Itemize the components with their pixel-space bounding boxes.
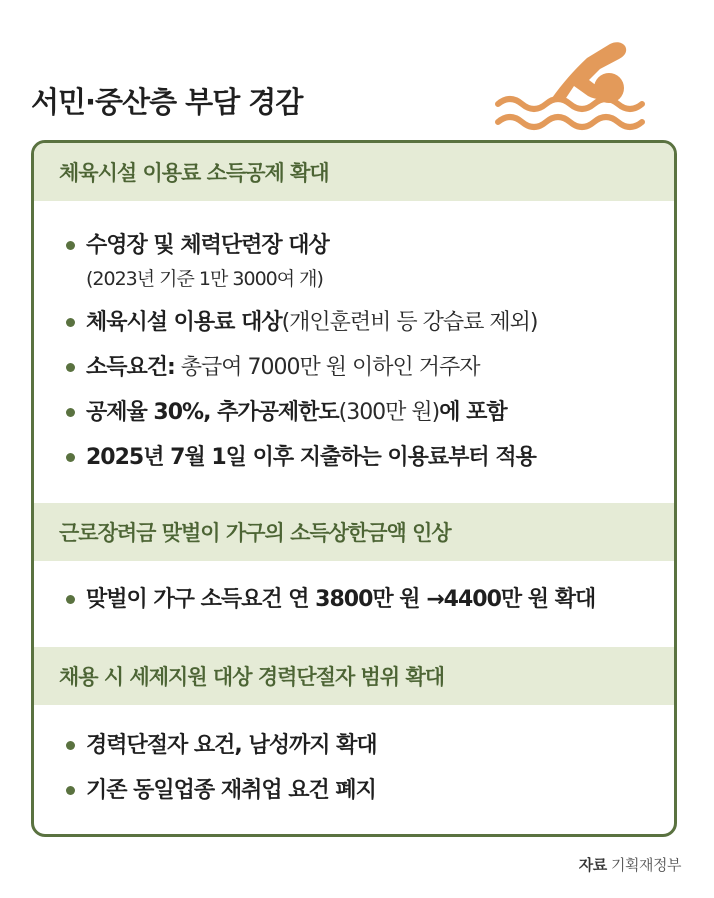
bullet-dot (66, 786, 75, 795)
section-body (34, 561, 674, 647)
section-heading: 체육시설 이용료 소득공제 확대 (34, 143, 674, 201)
item-note: 총급여 7000만 원 이하인 거주자 (174, 355, 480, 380)
bullet-dot (66, 363, 75, 372)
bullet-dot (66, 453, 75, 462)
item-text: 공제율 30%, 추가공제한도 (86, 400, 339, 425)
item-text: 맞벌이 가구 소득요건 연 3800만 원 →4400만 원 확대 (86, 587, 596, 612)
summary-card (31, 140, 677, 837)
section-heading: 근로장려금 맞벌이 가구의 소득상한금액 인상 (34, 503, 674, 561)
list-item (34, 583, 674, 617)
swimmer-icon (492, 36, 652, 136)
bullet-dot (66, 318, 75, 327)
item-note: (개인훈련비 등 강습료 제외) (281, 310, 538, 335)
item-text: 경력단절자 요건, 남성까지 확대 (86, 733, 377, 758)
source-label: 자료 (578, 856, 607, 874)
bullet-dot (66, 595, 75, 604)
section-body (34, 201, 674, 503)
bullet-dot (66, 741, 75, 750)
item-text: 수영장 및 체력단련장 대상 (86, 233, 329, 258)
list-item (34, 306, 674, 340)
source-credit (579, 854, 681, 875)
list-item (34, 351, 674, 385)
item-text-suffix: 에 포함 (439, 400, 507, 425)
list-item (34, 774, 674, 808)
item-note: (300만 원) (338, 400, 440, 425)
list-item (34, 229, 674, 297)
section-heading: 채용 시 세제지원 대상 경력단절자 범위 확대 (34, 647, 674, 705)
source-value: 기획재정부 (606, 856, 681, 874)
item-text: 소득요건: (86, 355, 175, 380)
section-body (34, 705, 674, 808)
item-subtext: (2023년 기준 1만 3000여 개) (86, 268, 323, 290)
item-text: 체육시설 이용료 대상 (86, 310, 282, 335)
bullet-dot (66, 408, 75, 417)
list-item (34, 441, 674, 475)
item-text: 기존 동일업종 재취업 요건 폐지 (86, 778, 376, 803)
bullet-dot (66, 241, 75, 250)
page-title: 서민·중산층 부담 경감 (31, 85, 303, 119)
list-item (34, 729, 674, 763)
item-text: 2025년 7월 1일 이후 지출하는 이용료부터 적용 (86, 445, 536, 470)
list-item (34, 396, 674, 430)
